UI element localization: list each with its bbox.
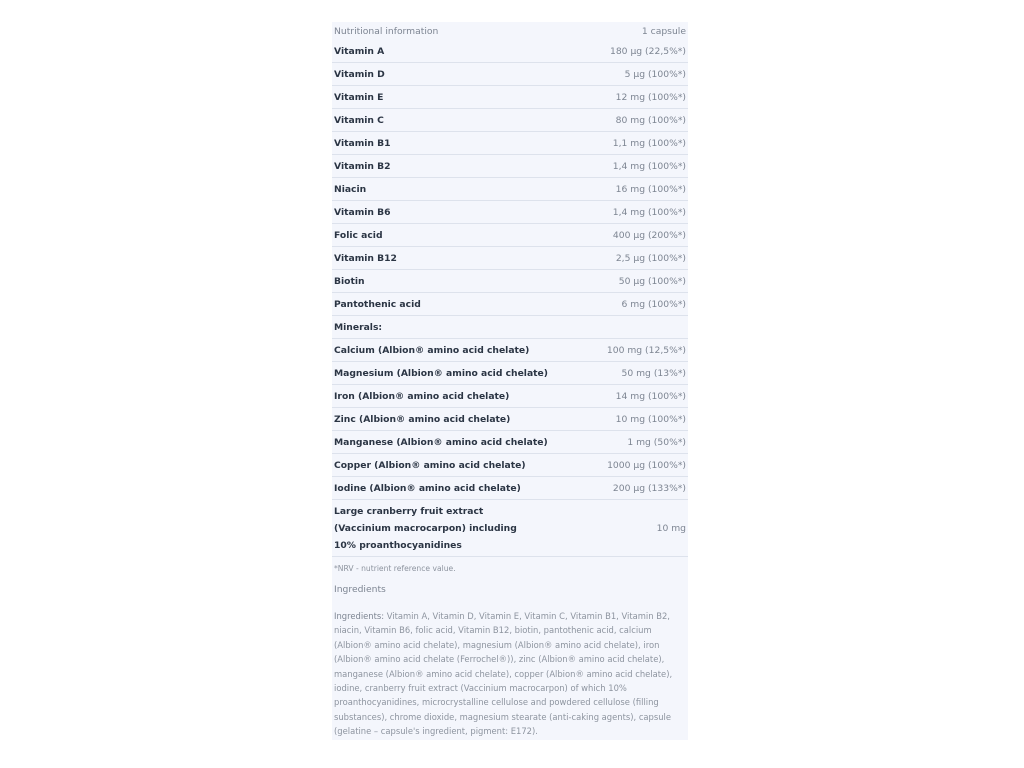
table-row <box>332 86 688 109</box>
nutrient-name: Vitamin B1 <box>334 137 391 149</box>
table-row <box>332 224 688 247</box>
nutrient-name: Vitamin B6 <box>334 206 391 218</box>
table-row <box>332 109 688 132</box>
nutrient-name: Vitamin B2 <box>334 160 391 172</box>
nutrient-value: 5 μg (100%*) <box>624 68 686 80</box>
nutrient-value: 50 μg (100%*) <box>618 275 686 287</box>
nutrient-name: Large cranberry fruit extract (Vaccinium macrocarpon) including 10% proanthocyanidines <box>334 505 517 551</box>
nutrient-name: Magnesium (Albion® amino acid chelate) <box>334 367 548 379</box>
nutrient-name: Iodine (Albion® amino acid chelate) <box>334 482 521 494</box>
table-row <box>332 477 688 500</box>
nutrient-name: Copper (Albion® amino acid chelate) <box>334 459 526 471</box>
nutrient-value: 10 mg <box>656 522 686 534</box>
header-value: 1 capsule <box>641 25 686 37</box>
ingredients-heading: Ingredients <box>334 584 386 595</box>
table-row <box>332 500 688 557</box>
table-row <box>332 293 688 316</box>
nutrient-value: 12 mg (100%*) <box>615 91 686 103</box>
nutrient-name: Pantothenic acid <box>334 298 421 310</box>
nutrient-name: Niacin <box>334 183 367 195</box>
table-row <box>332 385 688 408</box>
ingredients-label: Ingredients: <box>334 611 385 621</box>
table-row <box>332 454 688 477</box>
nutrient-value: 400 μg (200%*) <box>612 229 686 241</box>
table-row <box>332 63 688 86</box>
nutrient-value: 1000 μg (100%*) <box>607 459 686 471</box>
nutrient-value: 1,4 mg (100%*) <box>612 206 686 218</box>
nutrient-value: 80 mg (100%*) <box>615 114 686 126</box>
nutrient-name: Manganese (Albion® amino acid chelate) <box>334 436 548 448</box>
table-row <box>332 155 688 178</box>
nutrient-name: Iron (Albion® amino acid chelate) <box>334 390 510 402</box>
table-row <box>332 40 688 63</box>
nutrient-name: Vitamin E <box>334 91 384 103</box>
table-row <box>332 316 688 339</box>
table-row <box>332 339 688 362</box>
table-row <box>332 247 688 270</box>
ingredients-text <box>334 609 686 739</box>
nutrient-value: 16 mg (100%*) <box>615 183 686 195</box>
nutrient-value: 6 mg (100%*) <box>621 298 686 310</box>
table-row <box>332 408 688 431</box>
nutrient-value: 100 mg (12,5%*) <box>606 344 686 356</box>
nutrient-name: Vitamin D <box>334 68 385 80</box>
nutrient-value: 50 mg (13%*) <box>621 367 686 379</box>
nutrient-value: 2,5 μg (100%*) <box>615 252 686 264</box>
table-row <box>332 431 688 454</box>
nutrient-value: 10 mg (100%*) <box>615 413 686 425</box>
table-row <box>332 178 688 201</box>
nutrition-panel <box>332 22 688 740</box>
nutrient-name: Minerals: <box>334 321 383 333</box>
nutrient-name: Vitamin A <box>334 45 385 57</box>
table-row <box>332 201 688 224</box>
ingredients-list: Vitamin A, Vitamin D, Vitamin E, Vitamin C, Vitamin B1, Vitamin B2, niacin, Vitamin B6, folic acid, Vitamin B12, biotin, pantothenic acid, calcium (Albion® amino acid chelate), magnesium (Albion® amino acid chelate), iron (Albion® amino acid chelate (Ferrochel®)), zinc (Albion® amino acid chelate), manganese (Albion® amino acid chelate), copper (Albion® amino acid chelate), iodine, cranberry fruit extract (Vaccinium macrocarpon) of which 10% proanthocyanidines, microcrystalline cellulose and powdered cellulose (filling substances), chrome dioxide, magnesium stearate (anti-caking agents), capsule (gelatine – capsule's ingredient, pigment: E172). <box>334 611 673 737</box>
nutrient-name: Biotin <box>334 275 365 287</box>
nutrient-value: 1 mg (50%*) <box>627 436 686 448</box>
nutrient-value: 200 μg (133%*) <box>612 482 686 494</box>
nutrient-value: 180 μg (22,5%*) <box>609 45 686 57</box>
nutrient-name: Calcium (Albion® amino acid chelate) <box>334 344 530 356</box>
nutrient-name: Vitamin C <box>334 114 384 126</box>
nutrient-value: 14 mg (100%*) <box>615 390 686 402</box>
nutrient-name: Vitamin B12 <box>334 252 397 264</box>
table-row <box>332 270 688 293</box>
nutrient-name: Zinc (Albion® amino acid chelate) <box>334 413 511 425</box>
table-row <box>332 132 688 155</box>
nutrient-value: 1,4 mg (100%*) <box>612 160 686 172</box>
table-header <box>332 22 688 40</box>
header-label: Nutritional information <box>334 25 439 37</box>
nrv-footnote: *NRV - nutrient reference value. <box>334 564 456 573</box>
nutrition-table <box>332 22 688 557</box>
nutrient-value: 1,1 mg (100%*) <box>612 137 686 149</box>
nutrient-name: Folic acid <box>334 229 383 241</box>
table-row <box>332 362 688 385</box>
